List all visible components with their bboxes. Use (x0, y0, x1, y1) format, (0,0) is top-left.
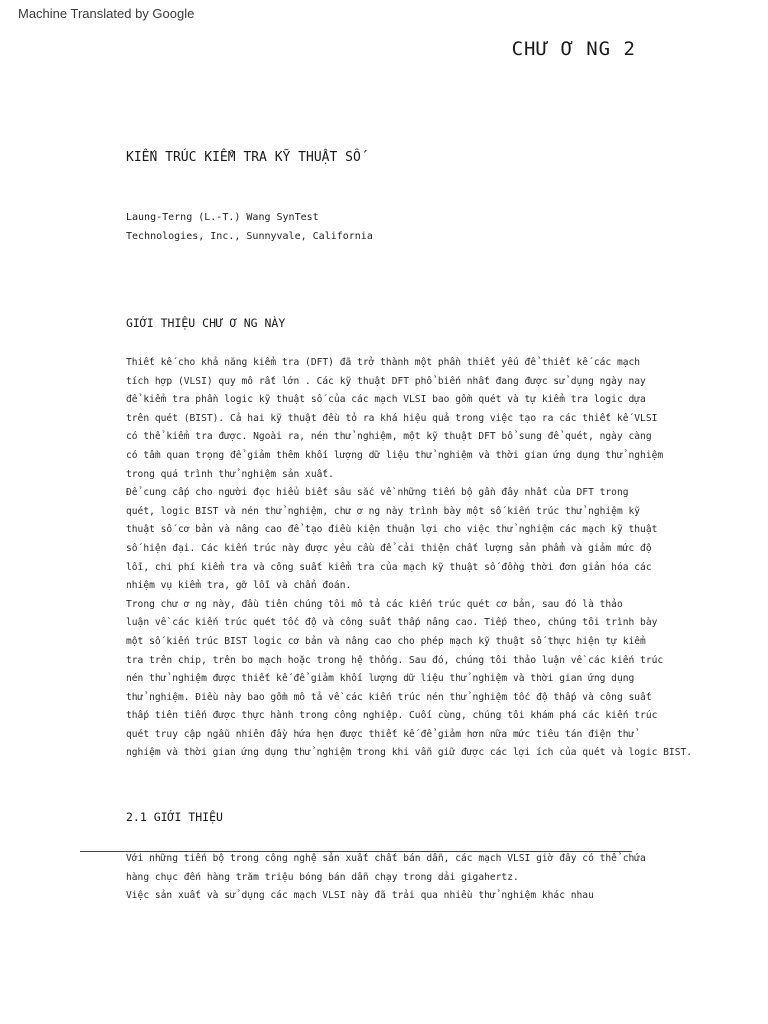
body-line: quét truy cập ngẫu nhiên đầy hứa hẹn được thiết kế để giảm hơn nữa mức tiêu tán điện thử (126, 728, 635, 740)
body-line: Thiết kế cho khả năng kiểm tra (DFT) đã trở thành một phần thiết yếu để thiết kế các mạch (126, 357, 641, 368)
author-line: Technologies, Inc., Sunnyvale, California (126, 231, 373, 242)
body-line: thuật số cơ bản và nâng cao để tạo điều kiện thuận lợi cho việc thử nghiệm các mạch kỹ thuật (126, 524, 658, 536)
body-line: Việc sản xuất và sử dụng các mạch VLSI này đã trải qua nhiều thử nghiệm khác nhau (126, 890, 594, 902)
body-line: hàng chục đến hàng trăm triệu bóng bán dẫn chạy trong dải gigahertz. (126, 871, 519, 883)
body-line: trên quét (BIST). Cả hai kỹ thuật đều tỏ ra khá hiệu quả trong việc tạo ra các thiết kế VLSI (126, 412, 658, 424)
body-line: Với những tiến bộ trong công nghệ sản xuất chất bán dẫn, các mạch VLSI giờ đây có thể chứa (126, 853, 646, 864)
author-affiliation (126, 208, 373, 246)
section-2-1-heading: 2.1 GIỚI THIỆU (126, 810, 223, 824)
body-line: có tầm quan trọng để giảm thêm khối lượng dữ liệu thử nghiệm và thời gian ứng dụng thử nghiệm (126, 449, 664, 461)
body-line: nhiệm vụ kiểm tra, gỡ lỗi và chẩn đoán. (126, 580, 352, 592)
intro-body (126, 354, 692, 763)
body-line: Để cung cấp cho người đọc hiểu biết sâu sắc về những tiến bộ gần đây nhất của DFT trong (126, 487, 629, 499)
body-line: tra trên chip, trên bo mạch hoặc trong hệ thống. Sau đó, chúng tôi thảo luận về các kiến trúc (126, 654, 664, 666)
body-line: luận về các kiến trúc quét tốc độ và công suất thấp nâng cao. Tiếp theo, chúng tôi trình bày (126, 617, 658, 629)
body-line: lỗi, chi phí kiểm tra và công suất kiểm tra của mạch kỹ thuật số đồng thời đơn giản hóa các (126, 561, 652, 573)
body-line: tích hợp (VLSI) quy mô rất lớn . Các kỹ thuật DFT phổ biến nhất đang được sử dụng ngày nay (126, 375, 646, 387)
body-line: có thể kiểm tra được. Ngoài ra, nén thử nghiệm, một kỹ thuật DFT bổ sung để quét, ngày càng (126, 431, 652, 443)
body-line: thử nghiệm. Điều này bao gồm mô tả về các kiến trúc nén thử nghiệm tốc độ thấp và công suất (126, 691, 652, 703)
chapter-title: KIẾN TRÚC KIỂM TRA KỸ THUẬT SỐ (126, 150, 361, 165)
author-line: Laung-Terng (L.-T.) Wang SynTest (126, 212, 319, 223)
machine-translated-banner: Machine Translated by Google (18, 6, 195, 21)
body-line: thấp tiên tiến được thực hành trong công nghiệp. Cuối cùng, chúng tôi khám phá các kiến trúc (126, 710, 658, 722)
body-line: Trong chư ơ ng này, đầu tiên chúng tôi mô tả các kiến trúc quét cơ bản, sau đó là thảo (126, 598, 623, 610)
body-line: một số kiến trúc BIST logic cơ bản và nâng cao cho phép mạch kỹ thuật số thực hiện tự kiểm (126, 635, 646, 647)
body-line: quét, logic BIST và nén thử nghiệm, chư ơ ng này trình bày một số kiến trúc thử nghiệm kỹ (126, 505, 641, 517)
body-line: nén thử nghiệm được thiết kế để giảm khối lượng dữ liệu thử nghiệm và thời gian ứng dụng (126, 673, 635, 685)
body-line: để kiểm tra phần logic kỹ thuật số của các mạch VLSI bao gồm quét và tự kiểm tra logic dựa (126, 394, 646, 406)
body-line: trong quá trình thử nghiệm sản xuất. (126, 468, 334, 480)
body-line: nghiệm và thời gian ứng dụng thử nghiệm trong khi vẫn giữ được các lợi ích của quét và logic BIST. (126, 747, 693, 759)
intro-heading: GIỚI THIỆU CHƯ Ơ NG NÀY (126, 316, 286, 330)
body-line: số hiện đại. Các kiến trúc này được yêu cầu để cải thiện chất lượng sản phẩm và giảm mức độ (126, 542, 652, 554)
section-2-1-body (126, 850, 646, 906)
chapter-number: CHƯ Ơ NG 2 (511, 38, 636, 60)
